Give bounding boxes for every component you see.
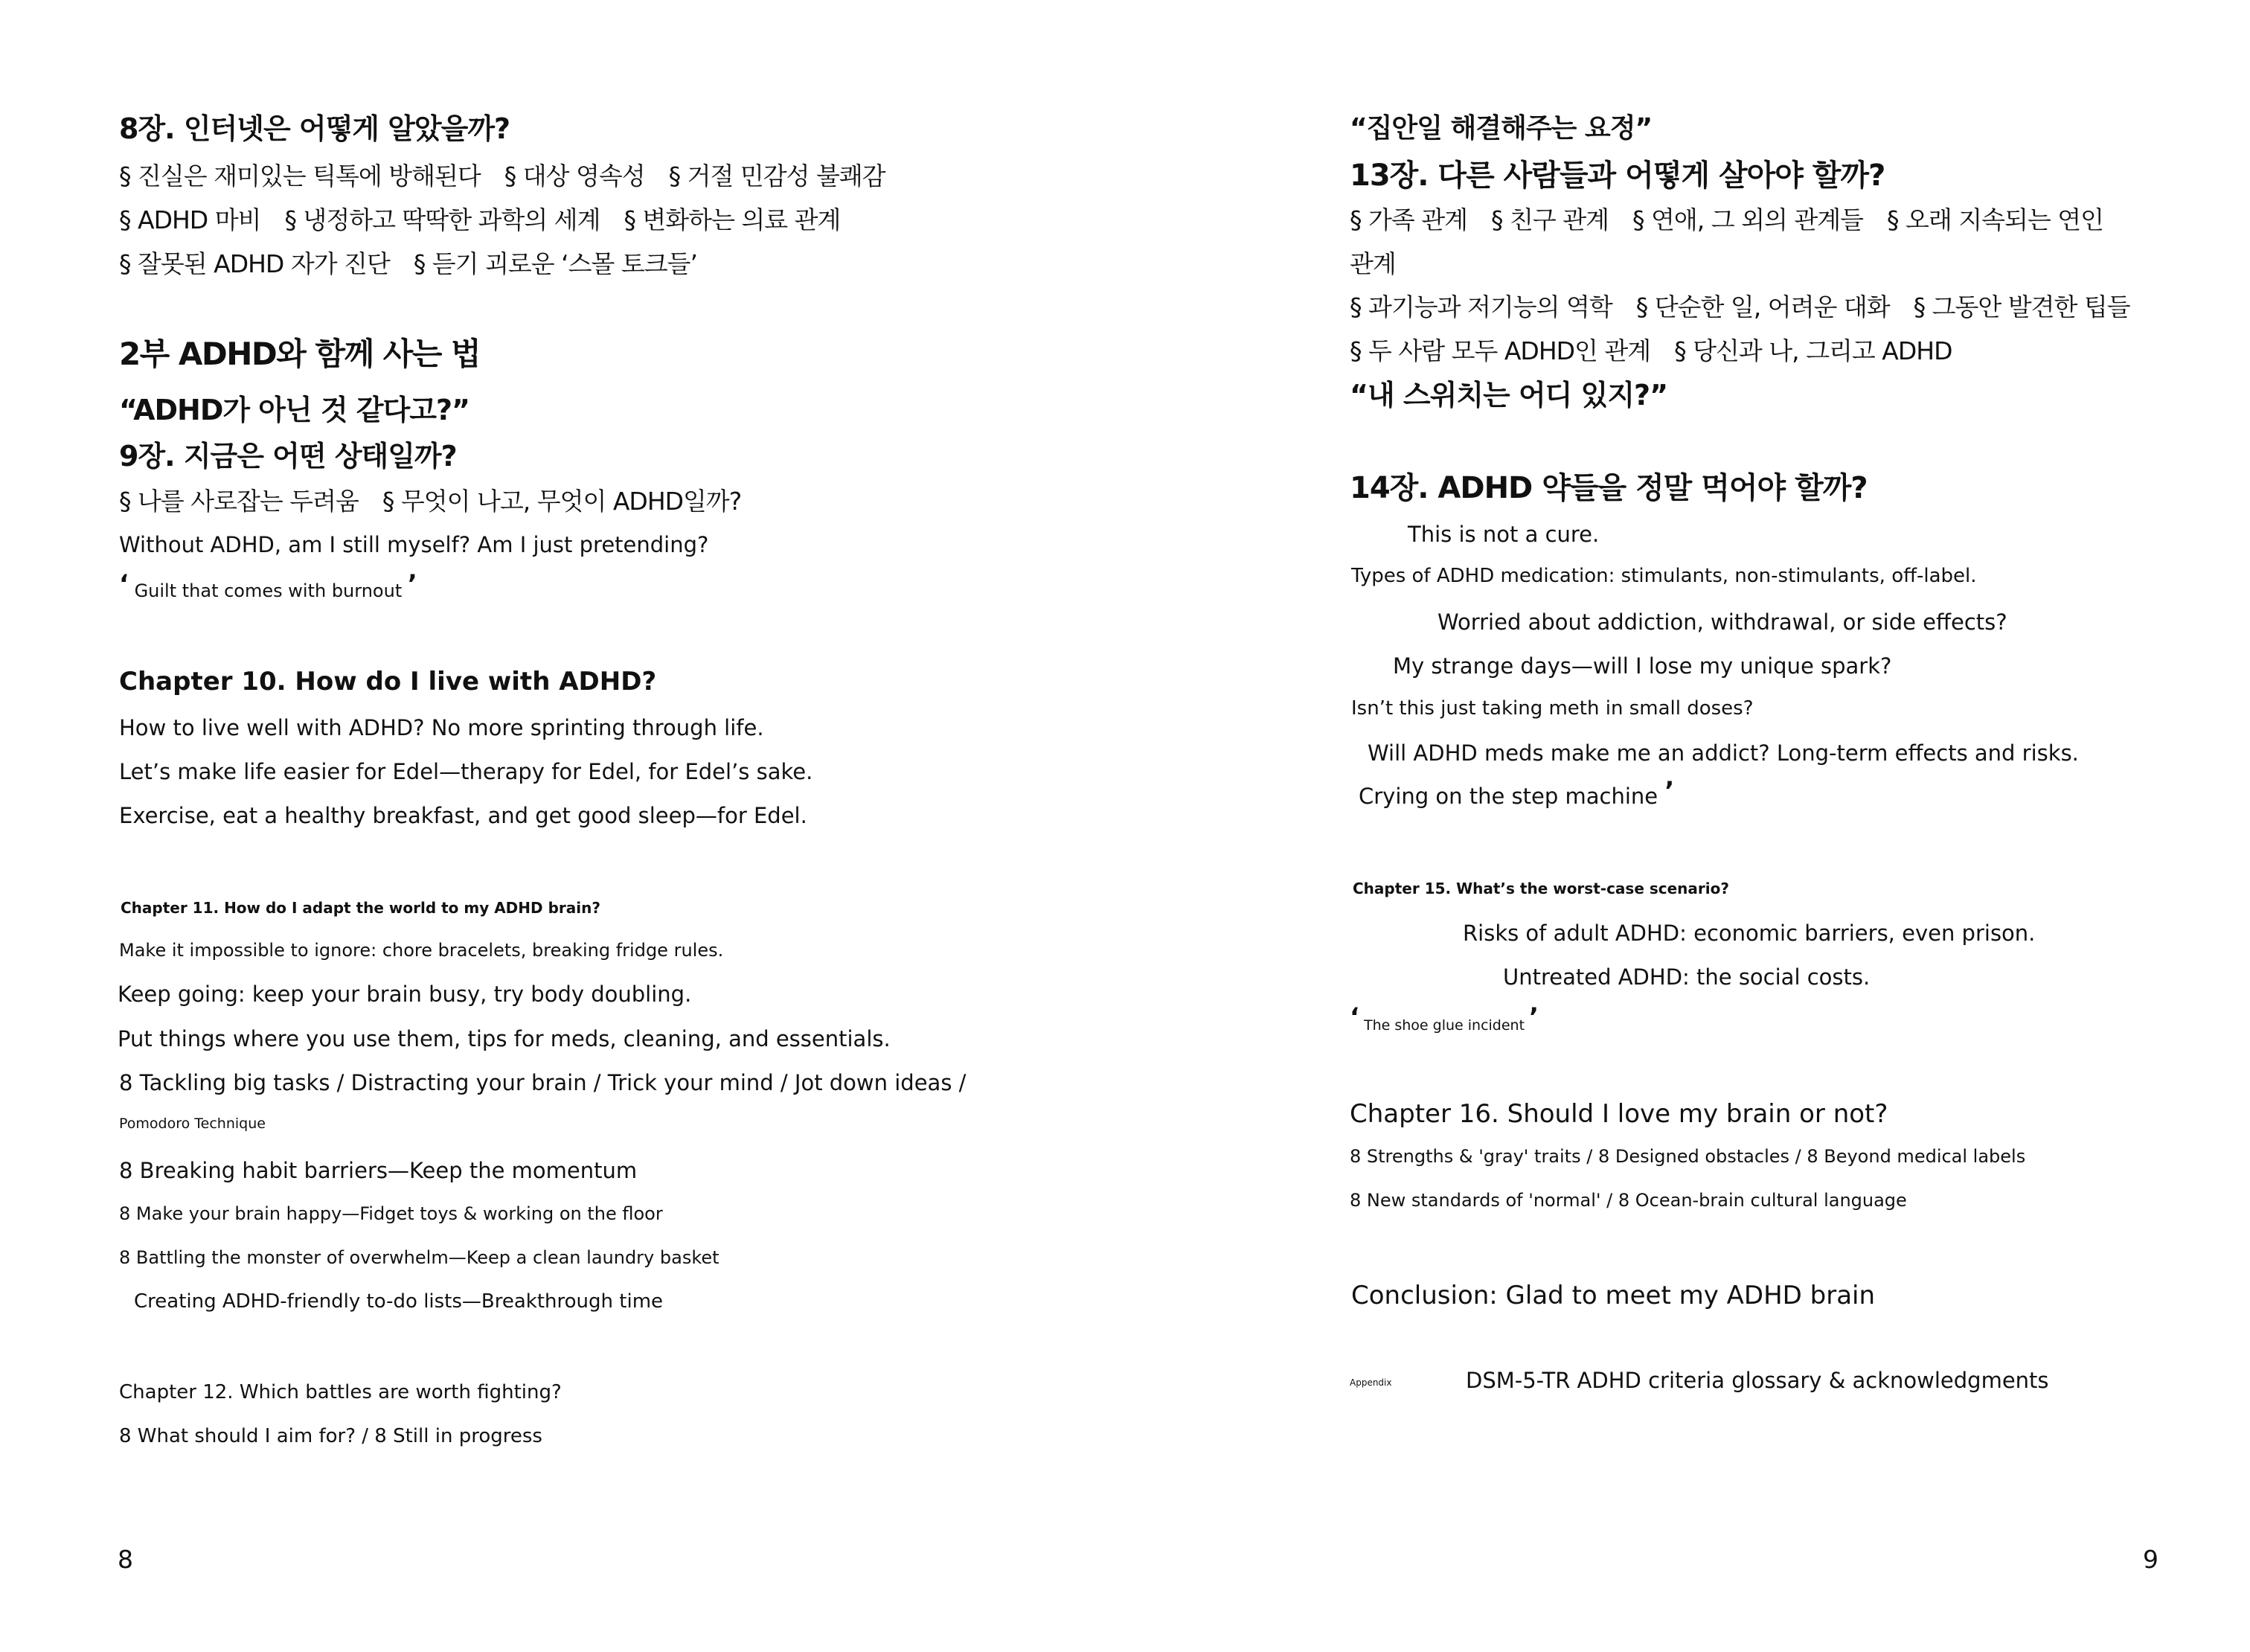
chapter-8-heading: 8장. 인터넷은 어떻게 알았을까?: [119, 112, 510, 145]
close-quote-mark: ’: [1664, 776, 1675, 806]
chapter-11-line-4: 8 Tackling big tasks / Distracting your brain / Trick your mind / Jot down ideas /: [119, 1070, 967, 1095]
chapter-16-heading: Chapter 16. Should I love my brain or not?: [1350, 1099, 1888, 1129]
chapter-9-quote: ‘ Guilt that comes with burnout ’: [119, 569, 417, 601]
chapter-15-line-1: Risks of adult ADHD: economic barriers, even prison.: [1463, 921, 2036, 946]
close-quote-mark: ’: [407, 569, 417, 599]
page-number: 9: [2143, 1545, 2158, 1574]
conclusion-heading: Conclusion: Glad to meet my ADHD brain: [1351, 1281, 1876, 1310]
chapter-14-line-1: This is not a cure.: [1408, 522, 1600, 547]
chapter-9-sections: § 나를 사로잡는 두려움 § 무엇이 나고, 무엇이 ADHD일까?: [119, 487, 742, 516]
part-2-epigraph: “ADHD가 아닌 것 같다고?”: [119, 394, 470, 426]
chapter-11-heading: Chapter 11. How do I adapt the world to my ADHD brain?: [121, 899, 600, 917]
appendix-label: Appendix: [1350, 1377, 1392, 1388]
part-2-heading: 2부 ADHD와 함께 사는 법: [119, 336, 481, 372]
chapter-12-heading: Chapter 12. Which battles are worth fighting?: [119, 1381, 562, 1403]
chapter-12-line: 8 What should I aim for? / 8 Still in progress: [119, 1425, 542, 1447]
chapter-11-line-7: 8 Make your brain happy—Fidget toys & working on the floor: [119, 1203, 663, 1224]
chapter-10-heading: Chapter 10. How do I live with ADHD?: [119, 667, 657, 697]
chapter-9-heading: 9장. 지금은 어떤 상태일까?: [119, 440, 457, 473]
chapter-8-sections-3: § 잘못된 ADHD 자가 진단 § 듣기 괴로운 ‘스몰 토크들’: [119, 249, 698, 278]
chapter-14-line-5: Isn’t this just taking meth in small doses?: [1351, 697, 1754, 720]
chapter-14-line-3: Worried about addiction, withdrawal, or side effects?: [1438, 609, 2007, 635]
chapter-11-line-2: Keep going: keep your brain busy, try body doubling.: [118, 982, 692, 1007]
chapter-14-heading: 14장. ADHD 약들을 정말 먹어야 할까?: [1350, 471, 1868, 505]
chapter-11-line-3: Put things where you use them, tips for meds, cleaning, and essentials.: [118, 1026, 891, 1051]
chapter-14-line-6: Will ADHD meds make me an addict? Long-term effects and risks.: [1368, 740, 2079, 766]
chapter-15-heading: Chapter 15. What’s the worst-case scenario?: [1353, 880, 1729, 897]
open-quote-mark: ‘: [1350, 1002, 1359, 1032]
chapter-16-line-2: 8 New standards of 'normal' / 8 Ocean-brain cultural language: [1350, 1190, 1907, 1211]
part-epigraph: “집안일 해결해주는 요정”: [1350, 113, 1653, 144]
chapter-14-line-2: Types of ADHD medication: stimulants, non-stimulants, off-label.: [1351, 565, 1977, 587]
page-number: 8: [118, 1545, 133, 1574]
open-quote-mark: ‘: [119, 569, 129, 599]
chapter-8-sections-2: § ADHD 마비 § 냉정하고 딱딱한 과학의 세계 § 변화하는 의료 관계: [119, 205, 841, 234]
chapter-14-quote: Crying on the step machine ’: [1359, 776, 1675, 809]
chapter-13-sections-2: § 과기능과 저기능의 역학 § 단순한 일, 어려운 대화 § 그동안 발견한 팁들: [1350, 292, 2130, 321]
chapter-11-line-9: Creating ADHD-friendly to-do lists—Breakthrough time: [134, 1290, 664, 1313]
chapter-13-sections-1-cont: 관계: [1350, 249, 1396, 278]
chapter-9-line: Without ADHD, am I still myself? Am I just pretending?: [119, 532, 709, 557]
chapter-13-sections-3: § 두 사람 모두 ADHD인 관계 § 당신과 나, 그리고 ADHD: [1350, 336, 1952, 365]
chapter-14-line-4: My strange days—will I lose my unique spark?: [1393, 653, 1892, 679]
appendix-line: DSM-5-TR ADHD criteria glossary & acknowledgments: [1466, 1368, 2049, 1393]
chapter-8-sections-1: § 진실은 재미있는 틱톡에 방해된다 § 대상 영속성 § 거절 민감성 불쾌감: [119, 161, 885, 191]
chapter-15-quote: ‘ The shoe glue incident ’: [1350, 1002, 1539, 1034]
chapter-11-line-6: 8 Breaking habit barriers—Keep the momentum: [119, 1158, 638, 1183]
right-page: [1125, 0, 2250, 1652]
chapter-10-line-1: How to live well with ADHD? No more sprinting through life.: [119, 715, 764, 740]
chapter-10-line-3: Exercise, eat a healthy breakfast, and get good sleep—for Edel.: [119, 803, 807, 828]
chapter-16-line-1: 8 Strengths & 'gray' traits / 8 Designed obstacles / 8 Beyond medical labels: [1350, 1146, 2026, 1167]
chapter-14-epigraph: “내 스위치는 어디 있지?”: [1350, 379, 1668, 412]
chapter-15-line-2: Untreated ADHD: the social costs.: [1503, 964, 1871, 990]
chapter-13-sections-1: § 가족 관계 § 친구 관계 § 연애, 그 외의 관계들 § 오래 지속되는 연인: [1350, 205, 2103, 234]
chapter-10-line-2: Let’s make life easier for Edel—therapy for Edel, for Edel’s sake.: [119, 759, 813, 784]
chapter-11-line-5: Pomodoro Technique: [119, 1115, 266, 1132]
chapter-11-line-1: Make it impossible to ignore: chore bracelets, breaking fridge rules.: [119, 940, 724, 961]
close-quote-mark: ’: [1529, 1002, 1539, 1032]
chapter-13-heading: 13장. 다른 사람들과 어떻게 살아야 할까?: [1350, 159, 1885, 193]
chapter-11-line-8: 8 Battling the monster of overwhelm—Keep a clean laundry basket: [119, 1247, 719, 1268]
